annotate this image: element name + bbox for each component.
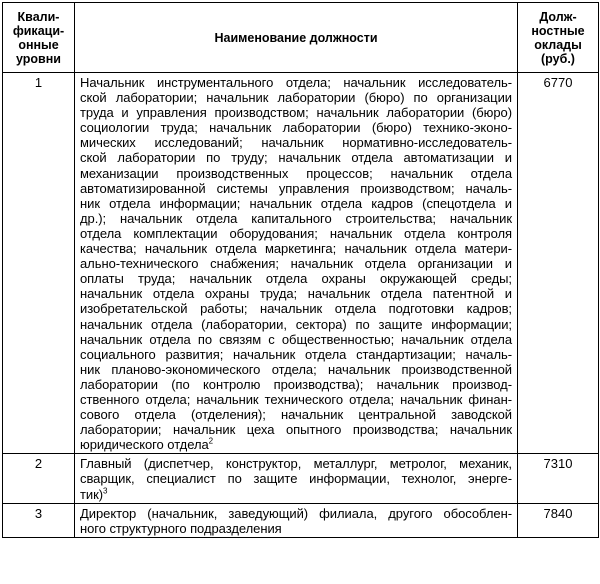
position-text-line (80, 211, 512, 226)
position-line-text: сварщик, специалист по защите информации, технолог, энерге- (80, 471, 512, 487)
position-line-text: изобретательской работы; начальник отдела подготовки кадров; (80, 301, 512, 317)
position-text-line (80, 256, 512, 271)
position-text-line (80, 471, 512, 486)
position-line-text: Главный (диспетчер, конструктор, металлург, метролог, механик, (80, 456, 512, 472)
position-line-text: ного структурного подразделения (80, 520, 282, 536)
position-line-text: ально-технического снабжения; начальник отдела организации и (80, 256, 512, 272)
header-name-text: Наименование должности (214, 30, 378, 45)
table-row (3, 454, 599, 503)
salary-cell: 7310 (518, 454, 599, 503)
salary-cell: 6770 (518, 73, 599, 454)
position-text-line (80, 271, 512, 286)
header-qualification-levels (3, 3, 75, 73)
position-text-line (80, 181, 512, 196)
position-text-line (80, 286, 512, 301)
position-text-line (80, 105, 512, 120)
position-text-line (80, 196, 512, 211)
position-line-text: качества; начальник отдела маркетинга; начальник отдела матери- (80, 241, 512, 257)
position-text-line (80, 150, 512, 165)
position-text-line (80, 75, 512, 90)
qualification-level-cell: 2 (3, 454, 75, 503)
header-pay-line: ностные (531, 23, 585, 38)
position-line-text: лаборатории; начальник цеха опытного производства; начальник (80, 422, 512, 438)
header-pay-line: оклады (534, 37, 582, 52)
position-text-line (80, 362, 512, 377)
position-line-text: лаборатории (по контролю производства); начальник производ- (80, 376, 512, 392)
position-line-text: отдела комплектации оборудования; начальник отдела контроля (80, 225, 512, 241)
position-line-text: Директор (начальник, заведующий) филиала, другого обособлен- (80, 505, 512, 521)
position-line-text: начальник отдела по связям с общественностью; начальник отдела (80, 331, 512, 347)
table-row (3, 73, 599, 454)
position-name-cell (75, 454, 518, 503)
position-line-text: ник планово-экономического отдела; начальник производственной (80, 361, 512, 377)
position-text-line (80, 301, 512, 316)
position-line-text: ской лаборатории по труду; начальник отдела автоматизации и (80, 150, 512, 166)
header-pay-line: Долж- (539, 9, 577, 24)
position-text-line (80, 90, 512, 105)
position-line-text: др.); начальник отдела капитального строительства; начальник (80, 210, 512, 226)
header-level-line: уровни (16, 51, 61, 66)
position-line-text: Начальник инструментального отдела; начальник исследователь- (80, 75, 512, 90)
position-text-line (80, 226, 512, 241)
position-text-line (80, 347, 512, 362)
position-line-text: социального развития; начальник отдела стандартизации; началь- (80, 346, 512, 362)
footnote-marker: 3 (103, 486, 108, 496)
table-header-row (3, 3, 599, 73)
position-line-text: труда и управления производством; начальник лаборатории (бюро) (80, 105, 512, 121)
position-text-line (80, 135, 512, 150)
position-text-line (80, 166, 512, 181)
salary-cell: 7840 (518, 503, 599, 537)
position-name-cell (75, 503, 518, 537)
position-text-line (80, 317, 512, 332)
position-line-text: ственного отдела; начальник технического отдела; начальник финан- (80, 391, 512, 407)
position-text-line (80, 437, 512, 452)
position-text-line (80, 487, 512, 502)
header-level-line: онные (18, 37, 59, 52)
position-text-line (80, 521, 512, 536)
header-position-name (75, 3, 518, 73)
qualification-level-cell: 1 (3, 73, 75, 454)
header-level-line: Квали- (17, 9, 60, 24)
position-text-line (80, 377, 512, 392)
position-line-text: социологии труда; начальник лаборатории (бюро) технико-эконо- (80, 120, 512, 136)
header-official-salaries (518, 3, 599, 73)
position-text-line (80, 120, 512, 135)
position-line-text: механизации производственных процессов; начальник отдела (80, 165, 512, 181)
table-body (3, 73, 599, 538)
position-line-text: мических исследований; начальник нормативно-исследователь- (80, 135, 512, 151)
position-line-text: начальник отдела охраны труда; начальник отдела патентной и (80, 286, 512, 302)
footnote-marker: 2 (208, 436, 214, 446)
header-pay-line: (руб.) (541, 51, 575, 66)
salary-table (2, 2, 599, 538)
position-line-text: сового отдела (отделения); начальник центральной заводской (80, 407, 512, 423)
header-level-line: фикаци- (12, 23, 65, 38)
position-text-line (80, 506, 512, 521)
position-text-line (80, 407, 512, 422)
position-line-text: автоматизированной системы управления производством; началь- (80, 180, 512, 196)
position-text-line (80, 456, 512, 471)
position-line-text: тик) (80, 486, 104, 502)
position-text-line (80, 422, 512, 437)
position-text-line (80, 241, 512, 256)
position-text-line (80, 392, 512, 407)
position-line-text: оплаты труда; начальник отдела охраны окружающей среды; (80, 271, 512, 287)
position-text-line (80, 332, 512, 347)
position-name-cell (75, 73, 518, 454)
qualification-level-cell: 3 (3, 503, 75, 537)
position-line-text: ской лаборатории; начальник лаборатории (бюро) по организации (80, 90, 512, 106)
position-line-text: юридического отдела (80, 437, 209, 453)
table-row (3, 503, 599, 537)
position-line-text: ник отдела информации; начальник отдела кадров (спецотдела и (80, 195, 512, 211)
position-line-text: начальник отдела (лаборатории, сектора) по защите информации; (80, 316, 512, 332)
